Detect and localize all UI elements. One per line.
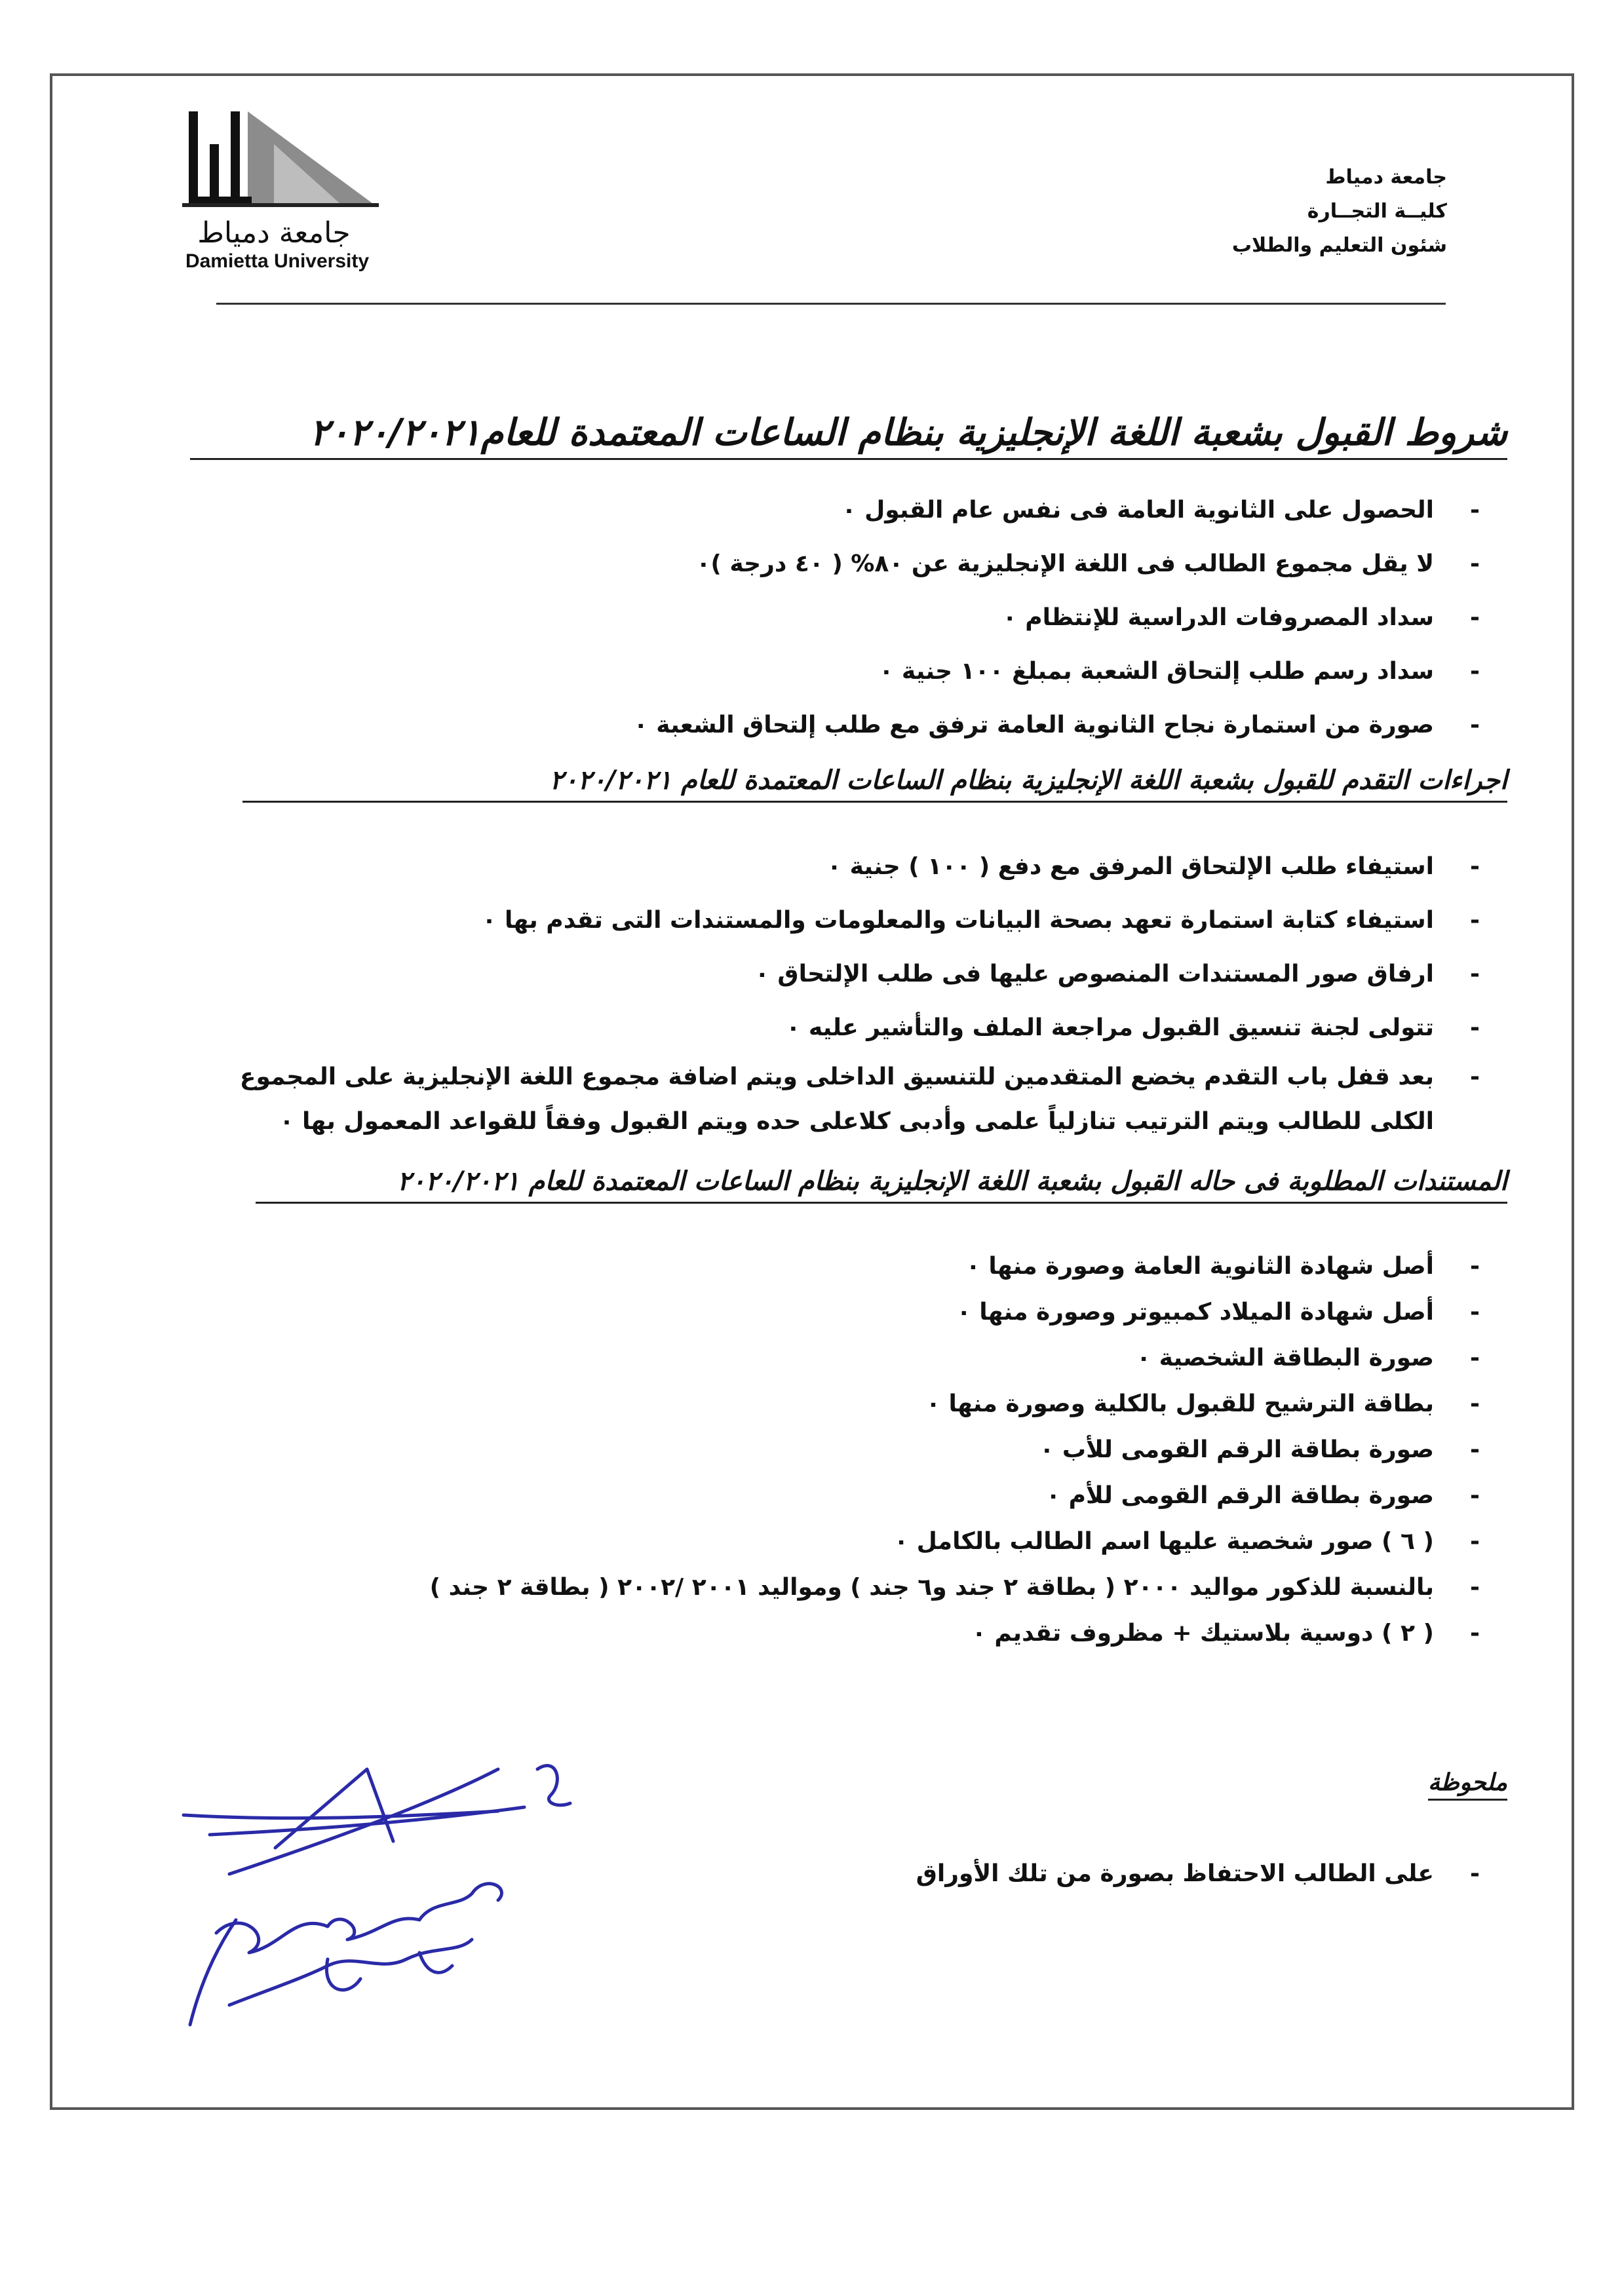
list-item: - صورة بطاقة الرقم القومى للأب ٠ [1039,1436,1480,1463]
header-divider [216,303,1446,305]
institution-block [1232,161,1447,263]
logo-arabic-text: جامعة دمياط [197,216,351,250]
list-item: - بالنسبة للذكور مواليد ٢٠٠٠ ( بطاقة ٢ جند و٦ جند ) ومواليد ٢٠٠١ /٢٠٠٢ ( بطاقة ٢ جند ) [429,1574,1480,1601]
list-item: - تتولى لجنة تنسيق القبول مراجعة الملف والتأشير عليه ٠ [786,1014,1480,1041]
list-item: - سداد المصروفات الدراسية للإنتظام ٠ [1002,604,1480,631]
institution-faculty: كليــة التجــارة [1307,200,1447,223]
list-item: - أصل شهادة الثانوية العامة وصورة منها ٠ [965,1253,1480,1280]
list-item: - ( ٢ ) دوسية بلاستيك + مظروف تقديم ٠ [971,1620,1480,1647]
list-item: - ( ٦ ) صور شخصية عليها اسم الطالب بالكامل ٠ [894,1528,1480,1555]
list-item: - أصل شهادة الميلاد كمبيوتر وصورة منها ٠ [956,1299,1480,1326]
university-logo [176,105,385,282]
list-item: - لا يقل مجموع الطالب فى اللغة الإنجليزية عن ٨٠% ( ٤٠ درجة )٠ [696,550,1480,577]
list-item: - صورة بطاقة الرقم القومى للأم ٠ [1046,1482,1480,1509]
section-title-application-procedures: اجراءات التقدم للقبول بشعبة اللغة الإنجليزية بنظام الساعات المعتمدة للعام ٢٠٢٠/٢٠٢١ [242,765,1507,803]
section-title-admission-conditions: شروط القبول بشعبة اللغة الإنجليزية بنظام الساعات المعتمدة للعام٢٠٢٠/٢٠٢١ [190,411,1507,460]
handwritten-signature [131,1743,655,2097]
list-item: - سداد رسم طلب إلتحاق الشعبة بمبلغ ١٠٠ جنية ٠ [879,658,1480,685]
list-item: - بعد قفل باب التقدم يخضع المتقدمين للتنسيق الداخلى ويتم اضافة مجموع اللغة الإنجليزية على المجموع الكلى للطالب ويتم الترتيب تنازلياً علمى وأدبى كلاعلى حده ويتم القبول وفقاً للقواعد المعمول بها ٠ [239,1063,1480,1135]
institution-university: جامعة دمياط [1325,166,1447,189]
list-item: - على الطالب الاحتفاظ بصورة من تلك الأوراق [916,1860,1480,1887]
note-list [916,1848,1480,1900]
list-item: - الحصول على الثانوية العامة فى نفس عام القبول ٠ [841,497,1480,524]
list-item: - ارفاق صور المستندات المنصوص عليها فى طلب الإلتحاق ٠ [754,961,1480,987]
list-item: - صورة البطاقة الشخصية ٠ [1136,1345,1480,1371]
required-documents-list [430,1244,1480,1656]
list-item: - استيفاء كتابة استمارة تعهد بصحة البيانات والمعلومات والمستندات التى تقدم بها ٠ [482,907,1480,934]
list-item: - بطاقة الترشيح للقبول بالكلية وصورة منها ٠ [926,1390,1480,1417]
institution-department: شئون التعليم والطلاب [1231,234,1447,257]
list-item: - استيفاء طلب الإلتحاق المرفق مع دفع ( ١٠٠ ) جنية ٠ [827,853,1480,880]
logo-english-text: Damietta University [185,250,370,272]
section-title-required-documents: المستندات المطلوبة فى حاله القبول بشعبة اللغة الإنجليزية بنظام الساعات المعتمدة للعام ٢٠٢٠/٢٠٢١ [256,1166,1507,1204]
section-title-note: ملحوظة [1428,1769,1507,1801]
logo-emblem-icon [176,105,385,223]
admission-conditions-list [634,484,1480,752]
list-item: - صورة من استمارة نجاح الثانوية العامة ترفق مع طلب إلتحاق الشعبة ٠ [633,712,1480,738]
application-procedures-list [169,840,1480,1144]
